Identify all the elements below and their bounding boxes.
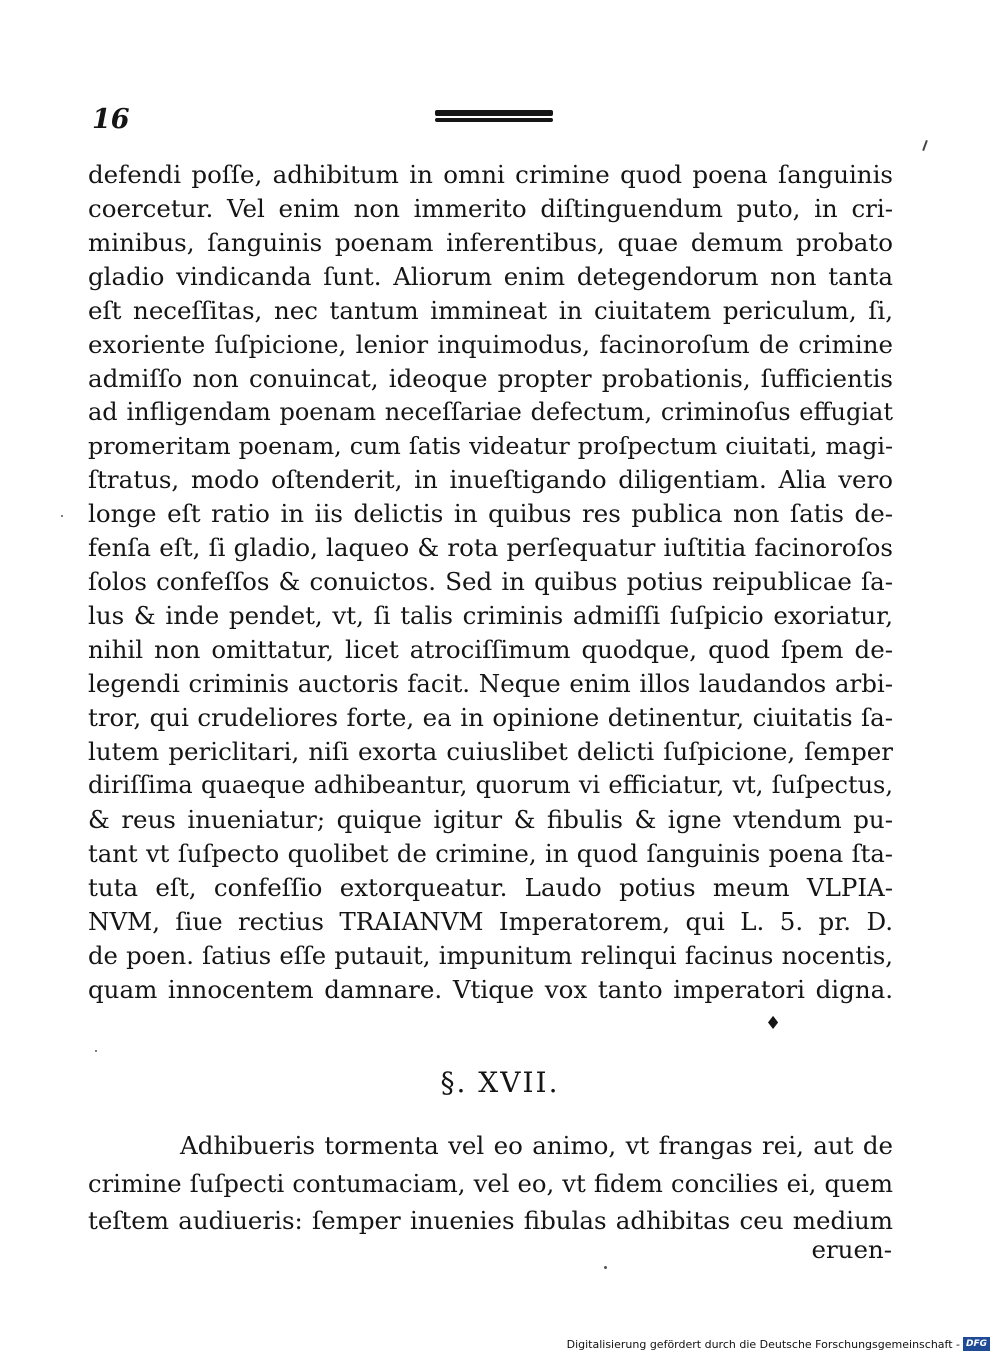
section-text-block	[88, 1127, 893, 1240]
text-line: promeritam poenam, cum ſatis videatur proſpectum ciuitati, magi-	[88, 431, 893, 460]
text-line: minibus, ſanguinis poenam inferentibus, quae demum probato	[88, 227, 893, 257]
text-line: coercetur. Vel enim non immerito diſtinguendum puto, in cri-	[88, 193, 893, 223]
header-ornament-rule	[435, 110, 553, 124]
text-line: tuta eſt, confeſſio extorqueatur. Laudo potius meum VLPIA-	[88, 872, 893, 902]
text-line: lus & inde pendet, vt, ſi talis criminis admiſſi ſuſpicio exoriatur,	[88, 601, 893, 631]
paper-speck	[604, 1266, 607, 1269]
main-text-block	[88, 158, 893, 1006]
text-line: NVM, ſiue rectius TRAIANVM Imperatorem, qui L. 5. pr. D.	[88, 906, 893, 936]
text-line: ſolos confeſſos & conuictos. Sed in quibus potius reipublicae ſa-	[88, 567, 893, 597]
text-line: ſtratus, modo oſtenderit, in inueſtigando diligentiam. Alia vero	[88, 465, 893, 495]
text-line: & reus inueniatur; quique igitur & fibulis & igne vtendum pu-	[88, 804, 893, 834]
paper-speck	[61, 515, 63, 517]
text-line: exoriente ſuſpicione, lenior inquimodus, facinoroſum de crimine	[88, 329, 893, 359]
text-line: de poen. ſatius eſſe putauit, impunitum relinqui facinus nocentis,	[88, 940, 893, 970]
page-number: 16	[92, 104, 130, 135]
text-line: defendi poſſe, adhibitum in omni crimine quod poena ſanguinis	[88, 160, 893, 189]
section-heading: §. XVII.	[440, 1066, 560, 1099]
text-line: fenſa eſt, ſi gladio, laqueo & rota perſequatur iuſtitia facinoroſos	[88, 533, 893, 563]
stray-ink-mark	[922, 140, 928, 151]
section-text-line: crimine ſuſpecti contumaciam, vel eo, vt fidem concilies ei, quem	[88, 1168, 893, 1198]
dfg-logo-icon: DFG	[963, 1337, 990, 1351]
text-line: tror, qui crudeliores forte, ea in opinione detinentur, ciuitatis ſa-	[88, 703, 893, 732]
footer-credit-text: Digitalisierung gefördert durch die Deutsche Forschungsgemeinschaft -	[566, 1337, 960, 1351]
text-line: legendi criminis auctoris facit. Neque enim illos laudandos arbi-	[88, 669, 893, 699]
text-line: eſt neceſſitas, nec tantum immineat in ciuitatem periculum, ſi,	[88, 295, 893, 325]
text-line: nihil non omittatur, licet atrociſſimum quodque, quod ſpem de-	[88, 635, 893, 665]
section-text-line: teſtem audiueris: ſemper inuenies fibulas adhibitas ceu medium	[88, 1206, 893, 1235]
text-line: quam innocentem damnare. Vtique vox tanto imperatori digna.	[88, 974, 893, 1004]
text-line: tant vt ſuſpecto quolibet de crimine, in quod ſanguinis poena ſta-	[88, 838, 893, 868]
text-line: ad infligendam poenam neceſſariae defectum, criminoſus effugiat	[88, 397, 893, 426]
catchword: eruen-	[811, 1235, 892, 1264]
paper-speck	[95, 1050, 97, 1052]
ink-blot-ornament: ♦	[765, 1013, 782, 1034]
text-line: lutem periclitari, niſi exorta cuiuslibet delicti ſuſpicione, ſemper	[88, 736, 893, 766]
text-line: diriſſima quaeque adhibeantur, quorum vi efficiatur, vt, ſuſpectus,	[88, 770, 893, 799]
section-text-line: Adhibueris tormenta vel eo animo, vt frangas rei, aut de	[180, 1131, 893, 1160]
digitization-footer	[567, 1337, 990, 1351]
text-line: gladio vindicanda ſunt. Aliorum enim detegendorum non tanta	[88, 261, 893, 291]
text-line: admiſſo non conuincat, ideoque propter probationis, ſufficientis	[88, 363, 893, 393]
text-line: longe eſt ratio in iis delictis in quibus res publica non ſatis de-	[88, 499, 893, 529]
